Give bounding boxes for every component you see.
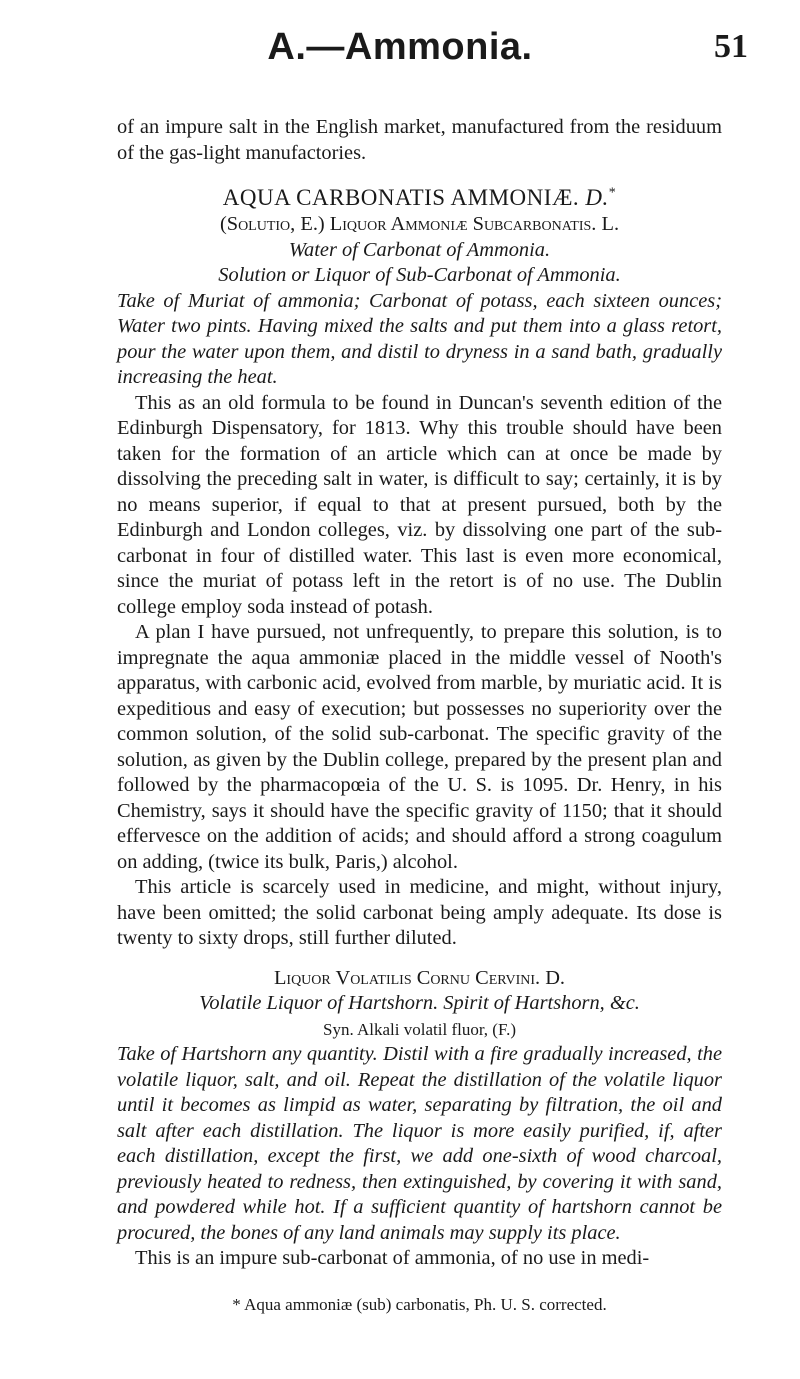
continuation-paragraph: of an impure salt in the English market, manufactured from the residuum of the gas-light manufactories.: [117, 116, 722, 164]
commentary-paragraph-3: This article is scarcely used in medicine, and might, without injury, have been omitted; the solid carbonat being amply adequate. Its dose is twenty to sixty drops, still further diluted.: [117, 876, 722, 949]
page-header: [0, 26, 800, 76]
commentary-paragraph-2: A plan I have pursued, not unfrequently, to prepare this solution, is to impregnate the aqua ammoniæ placed in the middle vessel of Nooth's apparatus, with carbonic acid, evolved from marble, by muriatic acid. It is expeditious and easy of execution; but possesses no superiority over the common solution, of the solid sub-carbonat. The specific gravity of the solution, as given by the Dublin college, prepared by the present plan and followed by the pharmacopœia of the U. S. is 1095. Dr. Henry, in his Chemistry, says it should have the specific gravity of 1150; that it should effervesce on the addition of acids; and should afford a strong coagulum on adding, (twice its bulk, Paris,) alcohol.: [117, 621, 722, 873]
section-title-liquor-volatilis: Liquor Volatilis Cornu Cervini. D.: [273, 966, 566, 989]
recipe-paragraph: Take of Muriat of ammonia; Carbonat of potass, each sixteen ounces; Water two pints. Having mixed the salts and put them into a glass retort, pour the water upon them, and distil to dryness in a sand bath, gradually increasing the heat.: [117, 289, 722, 388]
synonym-line-hartshorn: Syn. Alkali volatil fluor, (F.): [323, 1019, 516, 1039]
recipe-paragraph-hartshorn: Take of Hartshorn any quantity. Distil with a fire gradually increased, the volatile liquor, salt, and oil. Repeat the distillation of the volatile liquor until it becomes as limpid as water, separating by filtration, the oil and salt after each distillation. The liquor is more easily purified, if, after each distillation, except the first, we add one-sixth of wood charcoal, previously heated to redness, then extinguished, by covering it with sand, and powdered while hot. If a sufficient quantity of hartshorn cannot be procured, the bones of any land animals may supply its place.: [117, 1043, 722, 1244]
english-names-hartshorn: Volatile Liquor of Hartshorn. Spirit of Hartshorn, &c.: [199, 992, 640, 1014]
commentary-paragraph-hartshorn: This is an impure sub-carbonat of ammonia, of no use in medi-: [135, 1247, 650, 1269]
synonym-line: (Solutio, E.) Liquor Ammoniæ Subcarbonatis. L.: [219, 213, 620, 235]
english-name-2: Solution or Liquor of Sub-Carbonat of Ammonia.: [218, 264, 621, 286]
footnote: * Aqua ammoniæ (sub) carbonatis, Ph. U. S. corrected.: [232, 1294, 607, 1314]
commentary-paragraph-1: This as an old formula to be found in Duncan's seventh edition of the Edinburgh Dispensatory, for 1813. Why this trouble should have been taken for the formation of an article which can at once be made by dissolving the preceding salt in water, is difficult to say; certainly, it is by no means superior, if equal to that at present pursued, both by the Edinburgh and London colleges, viz. by dissolving one part of the sub-carbonat in four of distilled water. This last is even more economical, since the muriat of potass left in the retort is of no use. The Dublin college employ soda instead of potash.: [117, 391, 722, 618]
section-title-aqua-carbonatis: [117, 184, 722, 212]
page-number: 51: [714, 28, 748, 65]
title-main: AQUA CARBONATIS AMMONIÆ.: [222, 185, 580, 210]
title-source: D.: [585, 185, 609, 210]
body-text: [117, 115, 722, 1317]
footnote-marker: *: [608, 185, 617, 201]
english-name-1: Water of Carbonat of Ammonia.: [288, 238, 551, 261]
running-head: A.—Ammonia.: [267, 26, 533, 68]
